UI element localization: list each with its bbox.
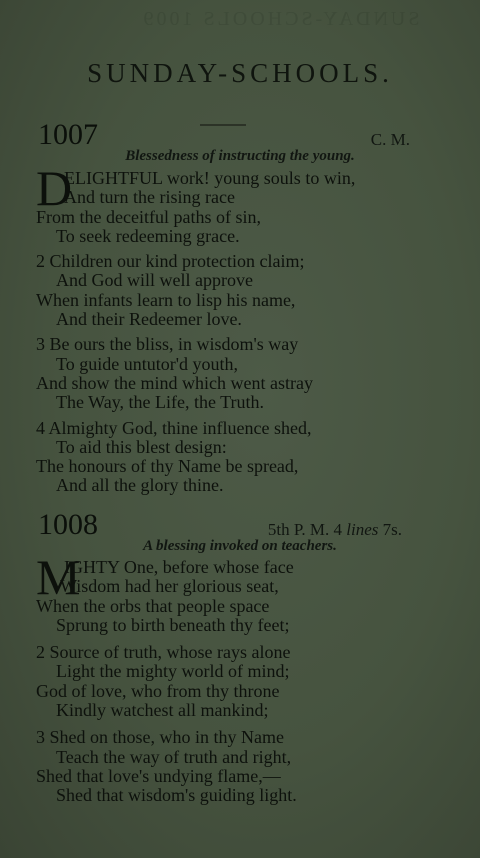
verse-line: To guide untutor'd youth, (56, 353, 238, 374)
hymn-number: 1008 (38, 508, 98, 541)
verse-line: When the orbs that people space (36, 595, 270, 616)
bleed-through-text: SUNDAY-SCHOOLS 1009 (140, 8, 420, 30)
verse-line: When infants learn to lisp his name, (36, 289, 296, 310)
meter-suffix: 7s. (378, 520, 402, 539)
verse-line: Teach the way of truth and right, (56, 746, 292, 767)
ornament-rule (200, 124, 246, 126)
drop-cap: D (36, 160, 73, 216)
verse-line: And all the glory thine. (56, 475, 224, 496)
verse-line: 3 Be ours the bliss, in wisdom's way (36, 334, 299, 355)
hymn-1008-text (36, 549, 446, 806)
verse-line: 2 Children our kind protection claim; (36, 251, 305, 272)
meter-italic: lines (346, 520, 379, 539)
meter-prefix: 5th P. M. 4 (267, 520, 347, 539)
hymn-subtitle: A blessing invoked on teachers. (143, 538, 337, 554)
verse-line: 2 Source of truth, whose rays alone (36, 642, 291, 663)
drop-cap: M (36, 549, 81, 605)
verse-line: And God will well approve (56, 270, 253, 291)
verse-line: To seek redeeming grace. (56, 225, 240, 246)
hymn-1007-text (36, 160, 446, 496)
verse-line: Sprung to birth beneath thy feet; (56, 614, 290, 635)
verse-line: 4 Almighty God, thine influence shed, (36, 417, 312, 438)
verse-line: Shed that wisdom's guiding light. (56, 785, 297, 806)
verse-line: And their Redeemer love. (56, 309, 242, 330)
verse-line: Light the mighty world of mind; (56, 661, 290, 682)
verse-line: ELIGHTFUL work! young souls to win, (64, 168, 356, 188)
hymn-meter: C. M. (370, 130, 410, 149)
verse-line: And turn the rising race (64, 187, 235, 208)
verse-line: Wisdom had her glorious seat, (60, 576, 279, 597)
hymn-number: 1007 (38, 118, 98, 151)
verse-line: And show the mind which went astray (36, 372, 313, 393)
verse-line: Kindly watchest all mankind; (56, 700, 269, 721)
verse-line: Shed that love's undying flame,— (36, 765, 281, 786)
verse-line: The Way, the Life, the Truth. (56, 392, 265, 413)
verse-line: 3 Shed on those, who in thy Name (36, 727, 284, 748)
verse-line: From the deceitful paths of sin, (36, 206, 261, 227)
verse-line: IGHTY One, before whose face (64, 557, 294, 577)
verse-line: The honours of thy Name be spread, (36, 456, 299, 477)
hymn-subtitle: Blessedness of instructing the young. (125, 148, 355, 164)
hymn-1008-heading (38, 508, 402, 542)
hymn-meter (268, 520, 402, 540)
verse-line: God of love, who from thy throne (36, 680, 280, 701)
verse-line: To aid this blest design: (56, 436, 227, 457)
page-header: SUNDAY-SCHOOLS. (87, 58, 393, 88)
